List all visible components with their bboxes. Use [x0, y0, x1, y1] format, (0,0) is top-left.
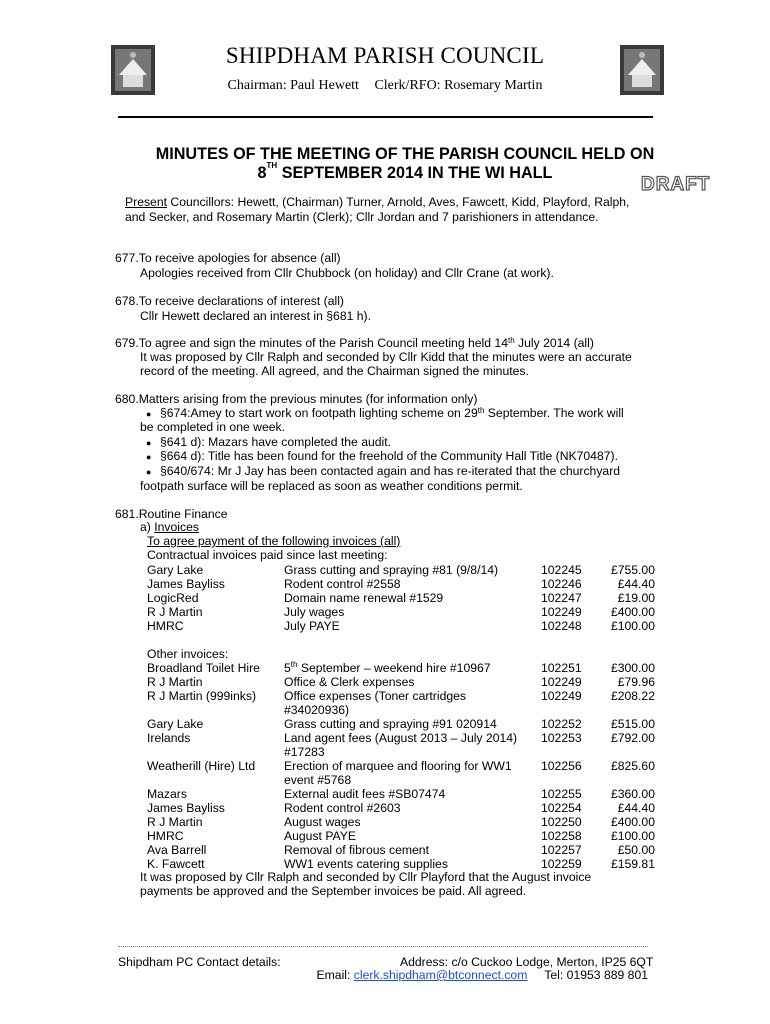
table-row: Weatherill (Hire) Ltd Erection of marquee and flooring for WW1 102256 £825.60 — [147, 759, 655, 773]
minutes-heading-line2: 8TH SEPTEMBER 2014 IN THE WI HALL — [257, 161, 553, 182]
chairman-name: Chairman: Paul Hewett — [227, 78, 359, 93]
email-link[interactable]: clerk.shipdham@btconnect.com — [353, 968, 528, 982]
item-681-resolution1: It was proposed by Cllr Ralph and seconded by Cllr Playford that the August invoice — [140, 870, 592, 884]
item-678-body: Cllr Hewett declared an interest in §681 h). — [140, 309, 372, 323]
item-679-title: 679.To agree and sign the minutes of the Parish Council meeting held 14th July 2014 (all) — [115, 336, 594, 350]
table-row: HMRC August PAYE 102258 £100.00 — [147, 829, 655, 843]
table-row: HMRC July PAYE 102248 £100.00 — [147, 619, 655, 633]
table-row-cont: #34020936) — [284, 703, 350, 717]
table-row: Gary Lake Grass cutting and spraying #81 (9/8/14) 102245 £755.00 — [147, 563, 655, 577]
minutes-heading-line1: MINUTES OF THE MEETING OF THE PARISH COUNCIL HELD ON — [155, 145, 655, 163]
table-row: R J Martin (999inks) Office expenses (Toner cartridges 102249 £208.22 — [147, 689, 655, 703]
item-681-agree: To agree payment of the following invoices (all) — [147, 534, 401, 548]
clerk-name: Clerk/RFO: Rosemary Martin — [374, 78, 543, 93]
table-row: Gary Lake Grass cutting and spraying #91 020914 102252 £515.00 — [147, 717, 655, 731]
item-680-bullet1-cont: be completed in one week. — [140, 420, 285, 434]
other-invoices-heading: Other invoices: — [147, 647, 229, 661]
bullet-icon: ● — [146, 467, 152, 477]
item-680-bullet1: §674:Amey to start work on footpath lighting scheme on 29th September. The work will — [160, 406, 624, 420]
item-677-title: 677.To receive apologies for absence (all) — [115, 251, 341, 265]
table-row: Irelands Land agent fees (August 2013 – July 2014) 102253 £792.00 — [147, 731, 655, 745]
item-680-title: 680.Matters arising from the previous minutes (for information only) — [115, 392, 478, 406]
footer-contact-line: Email: clerk.shipdham@btconnect.com Tel: 01953 889 801 — [316, 968, 648, 982]
table-row: Mazars External audit fees #SB07474 102255 £360.00 — [147, 787, 655, 801]
council-title: SHIPDHAM PARISH COUNCIL — [225, 43, 545, 68]
item-680-bullet3: §664 d): Title has been found for the freehold of the Community Hall Title (NK70487). — [160, 449, 618, 463]
officers-line — [0, 78, 770, 94]
item-677-body: Apologies received from Cllr Chubbock (on holiday) and Cllr Crane (at work). — [140, 266, 554, 280]
bullet-icon: ● — [146, 452, 152, 462]
bullet-icon: ● — [146, 409, 152, 419]
table-row: James Bayliss Rodent control #2603 102254 £44.40 — [147, 801, 655, 815]
table-row: James Bayliss Rodent control #2558 102246 £44.40 — [147, 577, 655, 591]
footer-contact-label: Shipdham PC Contact details: — [118, 955, 281, 969]
table-row: R J Martin August wages 102250 £400.00 — [147, 815, 655, 829]
item-680-bullet4-cont: footpath surface will be replaced as soon as weather conditions permit. — [140, 479, 523, 493]
footer-rule — [118, 946, 648, 947]
item-680-bullet4: §640/674: Mr J Jay has been contacted again and has re-iterated that the churchyard — [160, 464, 621, 478]
draft-watermark: DRAFT — [641, 174, 711, 195]
item-679-body1: It was proposed by Cllr Ralph and seconded by Cllr Kidd that the minutes were an accurate — [140, 350, 632, 364]
footer-address: Address: c/o Cuckoo Lodge, Merton, IP25 6QT — [400, 955, 654, 969]
table-row-cont: event #5768 — [284, 773, 352, 787]
table-row: LogicRed Domain name renewal #1529 102247 £19.00 — [147, 591, 655, 605]
present-line1: Present Councillors: Hewett, (Chairman) Turner, Arnold, Aves, Fawcett, Kidd, Playford, Ralph, — [125, 195, 630, 209]
table-row: Broadland Toilet Hire 5th September – weekend hire #10967 102251 £300.00 — [147, 660, 655, 675]
table-row: R J Martin Office & Clerk expenses 102249 £79.96 — [147, 675, 655, 689]
item-679-body2: record of the meeting. All agreed, and the Chairman signed the minutes. — [140, 364, 529, 378]
table-row: Ava Barrell Removal of fibrous cement 102257 £50.00 — [147, 843, 655, 857]
item-681-resolution2: payments be approved and the September invoices be paid. All agreed. — [140, 884, 527, 898]
contractual-heading: Contractual invoices paid since last meeting: — [147, 548, 388, 562]
header-rule — [118, 116, 653, 118]
table-row-cont: #17283 — [284, 745, 325, 759]
item-680-bullet2: §641 d): Mazars have completed the audit. — [160, 435, 392, 449]
footer-tel: Tel: 01953 889 801 — [544, 968, 648, 982]
bullet-icon: ● — [146, 438, 152, 448]
table-row: K. Fawcett WW1 events catering supplies 102259 £159.81 — [147, 857, 655, 871]
present-line2: and Secker, and Rosemary Martin (Clerk); Cllr Jordan and 7 parishioners in attendance. — [125, 210, 599, 224]
table-row: R J Martin July wages 102249 £400.00 — [147, 605, 655, 619]
item-678-title: 678.To receive declarations of interest (all) — [115, 294, 344, 308]
item-681-sub-a: a) Invoices — [140, 520, 199, 534]
item-681-title: 681.Routine Finance — [115, 507, 228, 521]
